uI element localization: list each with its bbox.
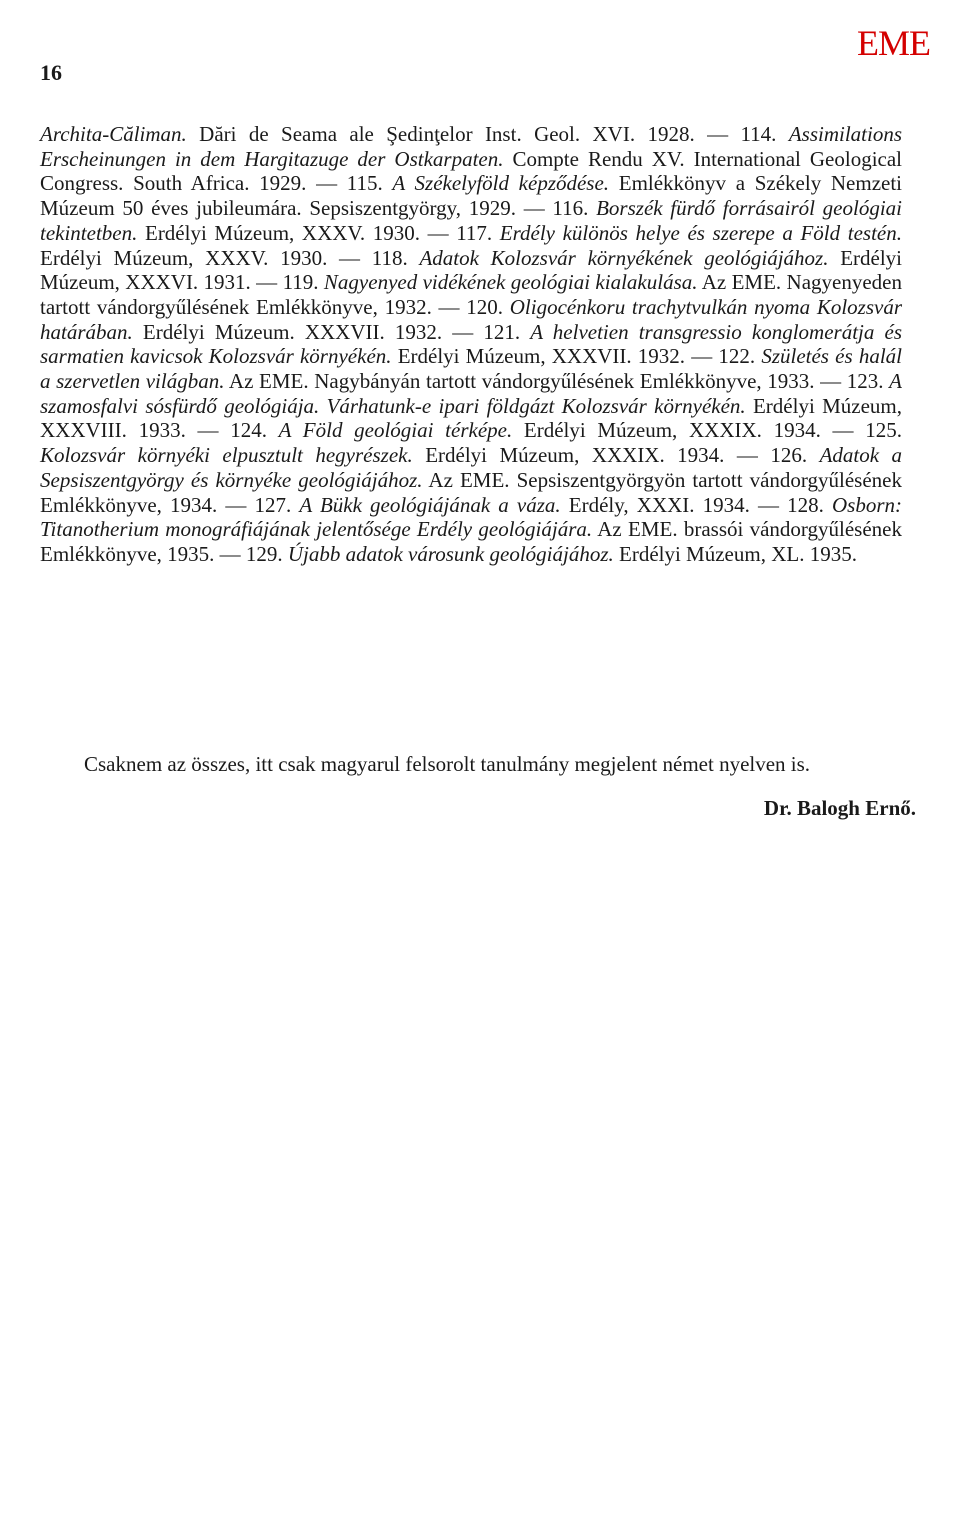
reference-text: Dări de Seama ale Şedinţelor Inst. Geol. XVI. 1928. — 114. — [186, 122, 789, 146]
reference-text: Erdélyi Múzeum, XXXVIII. 1933. — 124. — [40, 393, 902, 443]
work-title: Assimilations Erscheinungen in dem Hargitazuge der Ostkarpaten. — [40, 122, 902, 171]
work-title: Kolozsvár környéki elpusztult hegyrészek. — [40, 443, 413, 468]
closing-paragraph: Csaknem az összes, itt csak magyarul felsorolt tanulmány megjelent német nyelven is. — [84, 752, 811, 776]
work-title: Újabb adatok városunk geológiájához. — [287, 541, 614, 566]
work-title: Borszék fürdő forrásairól geológiai tekintetben. — [40, 196, 902, 245]
work-title: Erdély különös helye és szerepe a Föld testén. — [499, 220, 902, 245]
reference-text: Erdély, XXXI. 1934. — 128. — [560, 492, 832, 517]
work-title: A helvetien transgressio konglomerátja és sarmatien kavicsok Kolozsvár környékén. — [40, 319, 902, 369]
reference-text: Erdélyi Múzeum, XXXV. 1930. — 117. — [137, 220, 500, 245]
reference-text: Az EME. brassói vándorgyűlésének Emlékkönyve, 1935. — 129. — [40, 517, 902, 566]
author-signature: Dr. Balogh Ernő. — [763, 796, 916, 820]
work-title: Adatok Kolozsvár környékének geológiájához. — [419, 245, 829, 270]
reference-text: Erdélyi Múzeum, XL. 1935. — [613, 541, 857, 566]
reference-text: Compte Rendu XV. International Geological Congress. South Africa. 1929. — 115. — [40, 146, 902, 196]
work-title: Osborn: Titanotherium monográfiájának jelentősége Erdély geológiájára. — [40, 492, 903, 542]
work-title: Adatok a Sepsiszentgyörgy és környéke geológiájához. — [40, 443, 903, 492]
reference-text: Az EME. Sepsiszentgyörgyön tartott vándorgyűlésének Emlékkönyve, 1934. — 127. — [40, 467, 902, 517]
reference-text: Erdélyi Múzeum, XXXIX. 1934. — 126. — [412, 443, 820, 468]
reference-text: Erdélyi Múzeum, XXXVII. 1932. — 122. — [391, 344, 762, 369]
work-title: Nagyenyed vidékének geológiai kialakulása. — [323, 270, 698, 295]
reference-text: Emlékkönyv a Székely Nemzeti Múzeum 50 éves jubileumára. Sepsiszentgyörgy, 1929. — 116. — [40, 171, 903, 221]
reference-text: Erdélyi Múzeum. XXXVII. 1932. — 121. — [132, 319, 531, 344]
work-title: A Bükk geológiájának a váza. — [299, 492, 561, 517]
eme-watermark-logo: EME — [857, 23, 930, 63]
work-title: A Föld geológiai térképe. — [278, 418, 513, 443]
reference-text: Az EME. Nagybányán tartott vándorgyűlésének Emlékkönyve, 1933. — 123. — [224, 369, 890, 394]
bibliography-paragraph — [40, 122, 902, 567]
reference-text: Erdélyi Múzeum, XXXVI. 1931. — 119. — [40, 245, 903, 295]
work-title: Archita-Căliman. — [40, 122, 187, 146]
work-title: Születés és halál a szervetlen világban. — [40, 344, 902, 394]
work-title: A Székelyföld képződése. — [392, 171, 610, 196]
work-title: Oligocénkoru trachytvulkán nyoma Kolozsvár határában. — [40, 294, 902, 344]
reference-text: Erdélyi Múzeum, XXXIX. 1934. — 125. — [512, 418, 902, 443]
reference-text: Erdélyi Múzeum, XXXV. 1930. — 118. — [40, 245, 420, 270]
work-title: A szamosfalvi sósfürdő geológiája. Várhatunk-e ipari földgázt Kolozsvár környékén. — [40, 369, 902, 418]
reference-text: Az EME. Nagyenyeden tartott vándorgyűlésének Emlékkönyve, 1932. — 120. — [40, 270, 902, 319]
page-number: 16 — [40, 60, 62, 85]
